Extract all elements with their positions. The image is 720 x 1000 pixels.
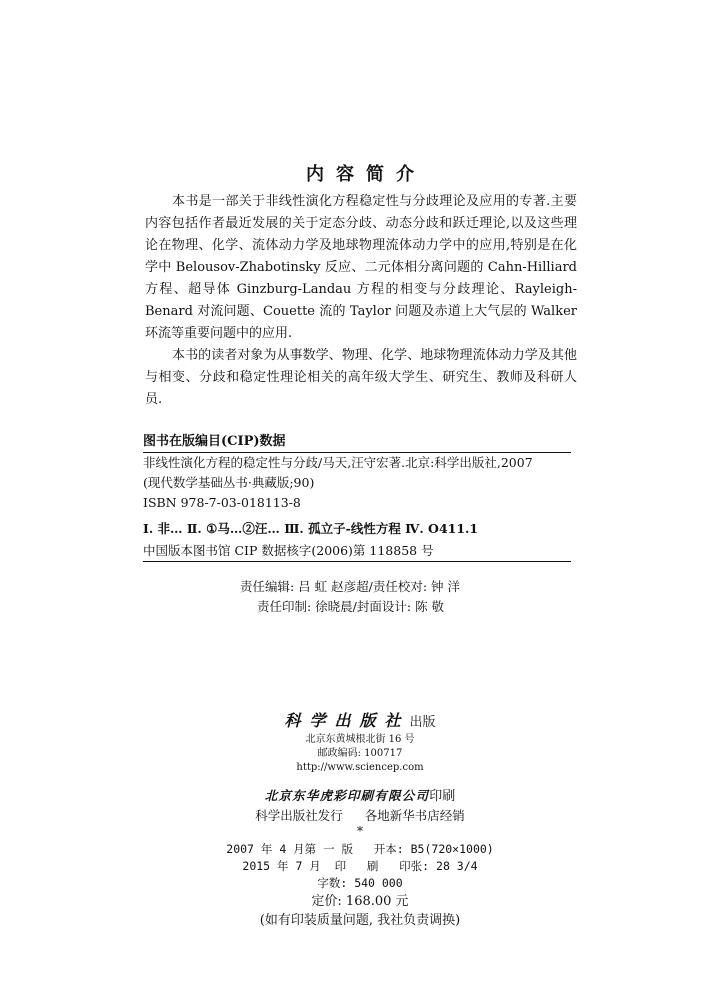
cip-series-line: (现代数学基础丛书·典藏版;90) bbox=[143, 475, 315, 490]
publisher-suffix: 出版 bbox=[409, 715, 436, 730]
staff-line-printing: 责任印制: 徐晓晨/封面设计: 陈 敬 bbox=[257, 599, 445, 614]
summary-paragraph-1 bbox=[145, 191, 577, 345]
summary-p1-line-3: 理、化学、流体动力学及地球物理流体动力学中的应用,特别是在化学中 bbox=[145, 238, 577, 275]
summary-p1-line-4: Belousov-Zhabotinsky 反应、二元体相分离问题的 Cahn-Hilliard 方程、超导体 bbox=[145, 260, 577, 297]
cip-library-line: 中国版本图书馆 CIP 数据核字(2006)第 118858 号 bbox=[143, 543, 434, 558]
cip-classification-line: Ⅰ. 非… Ⅱ. ①马…②汪… Ⅲ. 孤立子-线性方程 Ⅳ. O411.1 bbox=[143, 521, 479, 536]
separator-star: * bbox=[357, 824, 363, 838]
issuer-text: 科学出版社发行 bbox=[255, 808, 343, 823]
quality-note: (如有印装质量问题, 我社负责调换) bbox=[259, 913, 461, 928]
publisher-website: http://www.sciencep.com bbox=[296, 762, 424, 773]
summary-p1-line-5: Ginzburg-Landau 方程的相变与分歧理论、Rayleigh-Benard 对流问题、Couette 流的 bbox=[145, 282, 577, 319]
staff-credits bbox=[240, 577, 570, 617]
summary-p2-line-2: 变、分歧和稳定性理论相关的高年级大学生、研究生、教师及科研人员. bbox=[145, 370, 577, 407]
cip-bottom-rule bbox=[143, 561, 571, 562]
summary-p1-line-6: Taylor 问题及赤道上大气层的 Walker 环流等重要问题中的应用. bbox=[145, 304, 577, 341]
distributor-text: 各地新华书店经销 bbox=[364, 808, 465, 823]
publisher-name: 科学出版社 bbox=[284, 711, 410, 730]
summary-p1-line-1: 本书是一部关于非线性演化方程稳定性与分歧理论及应用的专著.主要内 bbox=[145, 194, 577, 231]
edition-line: 2007 年 4 月第 一 版 开本: B5(720×1000) bbox=[226, 842, 494, 856]
summary-body bbox=[145, 191, 577, 411]
printing-line: 2015 年 7 月 印 刷 印张: 28 3/4 bbox=[242, 859, 478, 873]
cip-block bbox=[143, 432, 571, 562]
cip-title-line: 非线性演化方程的稳定性与分歧/马天,汪守宏著.北京:科学出版社,2007 bbox=[143, 455, 533, 470]
summary-title: 内容简介 bbox=[306, 164, 426, 185]
publisher-address: 北京东黄城根北街 16 号 bbox=[305, 734, 415, 745]
cip-heading: 图书在版编目(CIP)数据 bbox=[143, 434, 286, 449]
staff-line-editors: 责任编辑: 吕 虹 赵彦超/责任校对: 钟 洋 bbox=[240, 579, 461, 594]
word-count: 字数: 540 000 bbox=[317, 876, 403, 890]
distribution-row bbox=[0, 807, 720, 825]
summary-p1-line-2: 容包括作者最近发展的关于定态分歧、动态分歧和跃迁理论,以及这些理论在物 bbox=[145, 216, 577, 253]
printer-suffix: 印刷 bbox=[429, 789, 456, 804]
price: 定价: 168.00 元 bbox=[311, 894, 409, 909]
summary-paragraph-2 bbox=[145, 345, 577, 411]
summary-p2-line-1: 本书的读者对象为从事数学、物理、化学、地球物理流体动力学及其他与相 bbox=[145, 348, 577, 385]
printer-name: 北京东华虎彩印刷有限公司 bbox=[264, 788, 430, 803]
printer-row bbox=[0, 785, 720, 804]
publisher-postcode: 邮政编码: 100717 bbox=[317, 748, 403, 759]
publisher-row bbox=[0, 708, 720, 731]
cip-isbn-line: ISBN 978-7-03-018113-8 bbox=[143, 495, 301, 510]
publisher-block bbox=[0, 708, 720, 931]
